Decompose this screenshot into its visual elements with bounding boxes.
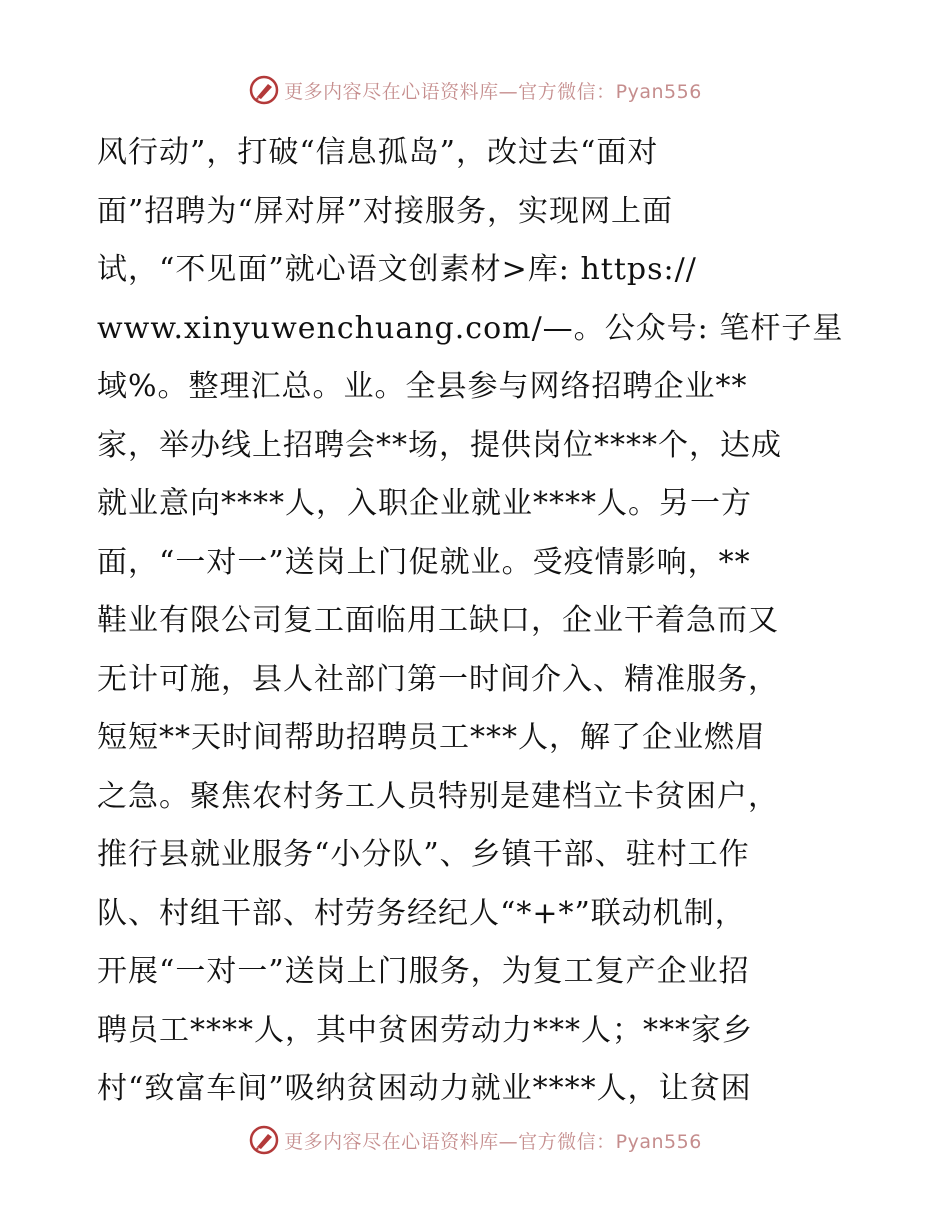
footer-watermark-text: 更多内容尽在心语资料库—官方微信：Pyan556 (284, 1130, 702, 1153)
body-line: 面”招聘为“屏对屏”对接服务，实现网上面 (97, 193, 674, 229)
body-line: 家，举办线上招聘会**场，提供岗位****个，达成 (97, 427, 782, 463)
body-line: 面，“一对一”送岗上门促就业。受疫情影响，** (97, 544, 751, 580)
body-line: 聘员工****人，其中贫困劳动力***人；***家乡 (97, 1012, 753, 1048)
body-line: 推行县就业服务“小分队”、乡镇干部、驻村工作 (97, 837, 750, 872)
body-line: www.xinyuwenchuang.com/—。公众号: 笔杆子星 (97, 310, 844, 346)
pen-logo-icon (248, 1124, 280, 1156)
body-line: 短短**天时间帮助招聘员工***人，解了企业燃眉 (97, 720, 766, 755)
body-line: 试，“不见面”就心语文创素材>库: https:// (97, 252, 697, 287)
header-watermark-text: 更多内容尽在心语资料库—官方微信：Pyan556 (284, 80, 702, 103)
document-body (97, 124, 857, 1119)
body-line: 无计可施，县人社部门第一时间介入、精准服务， (97, 661, 779, 697)
header-watermark (0, 70, 950, 110)
body-line: 就业意向****人，入职企业就业****人。另一方 (97, 486, 752, 521)
body-line: 风行动”，打破“信息孤岛”，改过去“面对 (97, 135, 659, 170)
body-line: 队、村组干部、村劳务经纪人“*+*”联动机制， (97, 895, 746, 931)
body-line: 之急。聚焦农村务工人员特别是建档立卡贫困户， (97, 778, 779, 814)
body-line: 开展“一对一”送岗上门服务，为复工复产企业招 (97, 954, 750, 989)
body-line: 域%。整理汇总。业。全县参与网络招聘企业** (97, 369, 748, 404)
footer-watermark (0, 1120, 950, 1160)
pen-logo-icon (248, 74, 280, 106)
body-line: 鞋业有限公司复工面临用工缺口，企业干着急而又 (97, 603, 779, 638)
body-line: 村“致富车间”吸纳贫困动力就业****人，让贫困 (97, 1071, 752, 1106)
